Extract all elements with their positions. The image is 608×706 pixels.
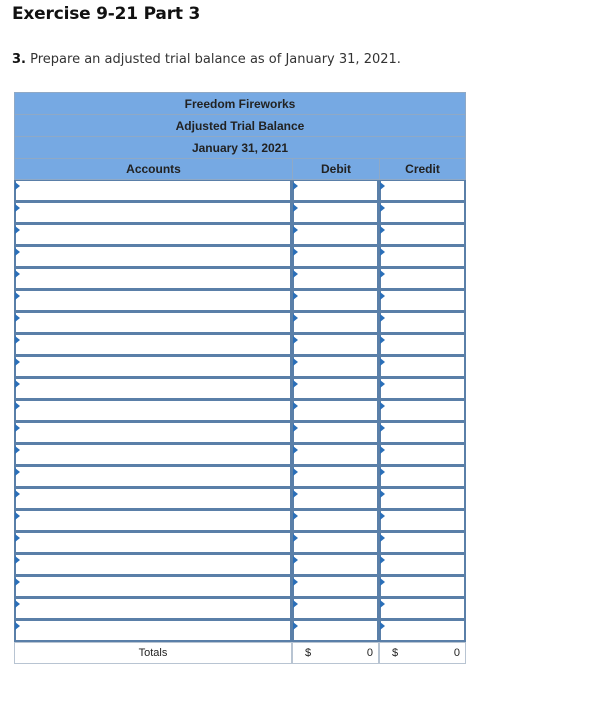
dropdown-marker-icon (15, 446, 20, 454)
table-row (14, 312, 466, 334)
dropdown-marker-icon (293, 204, 298, 212)
debit-cell (292, 334, 379, 356)
dropdown-marker-icon (380, 556, 385, 564)
credit-input[interactable] (381, 577, 464, 596)
account-cell (14, 180, 292, 202)
dropdown-marker-icon (293, 578, 298, 586)
credit-cell (379, 224, 466, 246)
account-input[interactable] (16, 511, 290, 530)
dropdown-marker-icon (293, 512, 298, 520)
trial-balance-sheet (14, 92, 466, 664)
debit-cell (292, 246, 379, 268)
dropdown-marker-icon (293, 402, 298, 410)
dropdown-marker-icon (380, 490, 385, 498)
credit-cell (379, 246, 466, 268)
dropdown-marker-icon (293, 226, 298, 234)
debit-input[interactable] (294, 269, 377, 288)
company-name: Freedom Fireworks (14, 92, 466, 114)
debit-input[interactable] (294, 445, 377, 464)
dropdown-marker-icon (293, 534, 298, 542)
table-row (14, 400, 466, 422)
credit-cell (379, 444, 466, 466)
debit-cell (292, 400, 379, 422)
account-cell (14, 554, 292, 576)
dropdown-marker-icon (293, 600, 298, 608)
dropdown-marker-icon (380, 534, 385, 542)
dropdown-marker-icon (15, 424, 20, 432)
debit-input[interactable] (294, 357, 377, 376)
table-row (14, 268, 466, 290)
account-cell (14, 356, 292, 378)
dropdown-marker-icon (293, 358, 298, 366)
debit-cell (292, 422, 379, 444)
credit-cell (379, 312, 466, 334)
dropdown-marker-icon (380, 424, 385, 432)
table-row (14, 554, 466, 576)
dropdown-marker-icon (15, 292, 20, 300)
credit-input[interactable] (381, 181, 464, 200)
table-row (14, 180, 466, 202)
dropdown-marker-icon (380, 380, 385, 388)
dropdown-marker-icon (15, 490, 20, 498)
table-row (14, 532, 466, 554)
debit-cell (292, 180, 379, 202)
debit-cell (292, 202, 379, 224)
entry-rows (14, 180, 466, 642)
account-input[interactable] (16, 181, 290, 200)
credit-cell (379, 180, 466, 202)
credit-cell (379, 488, 466, 510)
exercise-title: Exercise 9-21 Part 3 (12, 4, 201, 24)
account-input[interactable] (16, 291, 290, 310)
account-input[interactable] (16, 577, 290, 596)
debit-input[interactable] (294, 379, 377, 398)
dropdown-marker-icon (380, 600, 385, 608)
credit-input[interactable] (381, 269, 464, 288)
credit-cell (379, 576, 466, 598)
dropdown-marker-icon (293, 248, 298, 256)
totals-row (14, 642, 466, 664)
table-row (14, 444, 466, 466)
debit-cell (292, 620, 379, 642)
dropdown-marker-icon (380, 270, 385, 278)
account-input[interactable] (16, 313, 290, 332)
dropdown-marker-icon (15, 402, 20, 410)
credit-input[interactable] (381, 203, 464, 222)
debit-input[interactable] (294, 533, 377, 552)
debit-cell (292, 444, 379, 466)
account-input[interactable] (16, 467, 290, 486)
credit-input[interactable] (381, 247, 464, 266)
dropdown-marker-icon (380, 226, 385, 234)
dropdown-marker-icon (380, 182, 385, 190)
account-cell (14, 202, 292, 224)
credit-total-value: 0 (453, 647, 460, 659)
dropdown-marker-icon (15, 336, 20, 344)
dropdown-marker-icon (15, 578, 20, 586)
debit-cell (292, 466, 379, 488)
account-input[interactable] (16, 423, 290, 442)
table-row (14, 224, 466, 246)
dropdown-marker-icon (380, 402, 385, 410)
debit-cell (292, 356, 379, 378)
table-row (14, 466, 466, 488)
credit-input[interactable] (381, 489, 464, 508)
table-row (14, 510, 466, 532)
credit-cell (379, 598, 466, 620)
dropdown-marker-icon (15, 182, 20, 190)
debit-input[interactable] (294, 555, 377, 574)
debit-input[interactable] (294, 467, 377, 486)
debit-input[interactable] (294, 313, 377, 332)
credit-cell (379, 554, 466, 576)
debit-cell (292, 510, 379, 532)
account-input[interactable] (16, 555, 290, 574)
dropdown-marker-icon (293, 446, 298, 454)
dropdown-marker-icon (293, 292, 298, 300)
debit-input[interactable] (294, 489, 377, 508)
debit-cell (292, 488, 379, 510)
credit-input[interactable] (381, 533, 464, 552)
account-cell (14, 532, 292, 554)
dropdown-marker-icon (15, 534, 20, 542)
account-input[interactable] (16, 269, 290, 288)
account-cell (14, 422, 292, 444)
dropdown-marker-icon (293, 270, 298, 278)
instruction (12, 52, 401, 67)
debit-cell (292, 378, 379, 400)
credit-input[interactable] (381, 511, 464, 530)
debit-input[interactable] (294, 225, 377, 244)
debit-input[interactable] (294, 181, 377, 200)
account-input[interactable] (16, 599, 290, 618)
account-cell (14, 290, 292, 312)
debit-cell (292, 312, 379, 334)
account-input[interactable] (16, 357, 290, 376)
debit-input[interactable] (294, 599, 377, 618)
statement-date: January 31, 2021 (14, 136, 466, 158)
debit-input[interactable] (294, 511, 377, 530)
credit-input[interactable] (381, 621, 464, 640)
dropdown-marker-icon (293, 556, 298, 564)
credit-input[interactable] (381, 401, 464, 420)
debit-input[interactable] (294, 247, 377, 266)
credit-input[interactable] (381, 467, 464, 486)
dropdown-marker-icon (380, 336, 385, 344)
credit-input[interactable] (381, 225, 464, 244)
debit-input[interactable] (294, 291, 377, 310)
dropdown-marker-icon (293, 622, 298, 630)
dropdown-marker-icon (380, 292, 385, 300)
account-input[interactable] (16, 401, 290, 420)
table-row (14, 202, 466, 224)
dropdown-marker-icon (380, 446, 385, 454)
account-input[interactable] (16, 621, 290, 640)
debit-input[interactable] (294, 335, 377, 354)
dropdown-marker-icon (380, 204, 385, 212)
account-input[interactable] (16, 247, 290, 266)
credit-total (379, 642, 466, 664)
dropdown-marker-icon (380, 578, 385, 586)
dropdown-marker-icon (15, 204, 20, 212)
dropdown-marker-icon (15, 226, 20, 234)
debit-cell (292, 554, 379, 576)
credit-cell (379, 202, 466, 224)
dropdown-marker-icon (380, 622, 385, 630)
dropdown-marker-icon (380, 314, 385, 322)
credit-cell (379, 378, 466, 400)
debit-cell (292, 290, 379, 312)
column-headers (14, 158, 466, 180)
credit-input[interactable] (381, 313, 464, 332)
dropdown-marker-icon (15, 556, 20, 564)
credit-cell (379, 356, 466, 378)
account-cell (14, 620, 292, 642)
credit-input[interactable] (381, 555, 464, 574)
credit-cell (379, 268, 466, 290)
dropdown-marker-icon (293, 182, 298, 190)
credit-total-currency: $ (392, 647, 399, 659)
statement-name: Adjusted Trial Balance (14, 114, 466, 136)
instruction-text: Prepare an adjusted trial balance as of January 31, 2021. (30, 52, 401, 67)
totals-label: Totals (14, 642, 292, 664)
dropdown-marker-icon (15, 468, 20, 476)
account-cell (14, 576, 292, 598)
table-row (14, 488, 466, 510)
table-row (14, 576, 466, 598)
account-cell (14, 598, 292, 620)
debit-input[interactable] (294, 203, 377, 222)
table-row (14, 620, 466, 642)
dropdown-marker-icon (15, 512, 20, 520)
account-cell (14, 224, 292, 246)
credit-column-header: Credit (405, 162, 440, 176)
account-input[interactable] (16, 533, 290, 552)
table-row (14, 290, 466, 312)
debit-total-currency: $ (305, 647, 312, 659)
dropdown-marker-icon (15, 270, 20, 278)
credit-cell (379, 620, 466, 642)
dropdown-marker-icon (15, 358, 20, 366)
accounts-column-header: Accounts (15, 159, 293, 179)
debit-input[interactable] (294, 401, 377, 420)
account-cell (14, 466, 292, 488)
table-row (14, 356, 466, 378)
credit-input[interactable] (381, 335, 464, 354)
dropdown-marker-icon (293, 380, 298, 388)
table-row (14, 422, 466, 444)
table-row (14, 246, 466, 268)
credit-input[interactable] (381, 445, 464, 464)
account-cell (14, 400, 292, 422)
account-cell (14, 246, 292, 268)
account-input[interactable] (16, 225, 290, 244)
debit-cell (292, 598, 379, 620)
credit-cell (379, 466, 466, 488)
account-cell (14, 510, 292, 532)
dropdown-marker-icon (15, 622, 20, 630)
credit-input[interactable] (381, 423, 464, 442)
table-row (14, 334, 466, 356)
account-cell (14, 488, 292, 510)
credit-cell (379, 532, 466, 554)
debit-cell (292, 532, 379, 554)
dropdown-marker-icon (380, 248, 385, 256)
dropdown-marker-icon (15, 600, 20, 608)
dropdown-marker-icon (15, 314, 20, 322)
account-cell (14, 378, 292, 400)
account-input[interactable] (16, 335, 290, 354)
account-cell (14, 312, 292, 334)
dropdown-marker-icon (293, 468, 298, 476)
debit-total-value: 0 (366, 647, 373, 659)
dropdown-marker-icon (380, 512, 385, 520)
credit-input[interactable] (381, 599, 464, 618)
debit-cell (292, 268, 379, 290)
credit-cell (379, 510, 466, 532)
account-input[interactable] (16, 445, 290, 464)
credit-cell (379, 400, 466, 422)
account-input[interactable] (16, 203, 290, 222)
debit-input[interactable] (294, 577, 377, 596)
dropdown-marker-icon (293, 314, 298, 322)
dropdown-marker-icon (380, 468, 385, 476)
dropdown-marker-icon (15, 380, 20, 388)
table-row (14, 598, 466, 620)
dropdown-marker-icon (293, 336, 298, 344)
debit-input[interactable] (294, 621, 377, 640)
debit-column-header: Debit (293, 159, 380, 179)
account-input[interactable] (16, 379, 290, 398)
credit-input[interactable] (381, 291, 464, 310)
credit-cell (379, 422, 466, 444)
debit-total (292, 642, 379, 664)
credit-input[interactable] (381, 379, 464, 398)
credit-cell (379, 290, 466, 312)
dropdown-marker-icon (15, 248, 20, 256)
dropdown-marker-icon (293, 490, 298, 498)
dropdown-marker-icon (293, 424, 298, 432)
credit-input[interactable] (381, 357, 464, 376)
account-cell (14, 268, 292, 290)
debit-cell (292, 576, 379, 598)
instruction-number: 3. (12, 52, 26, 67)
account-cell (14, 334, 292, 356)
debit-cell (292, 224, 379, 246)
account-cell (14, 444, 292, 466)
account-input[interactable] (16, 489, 290, 508)
table-row (14, 378, 466, 400)
debit-input[interactable] (294, 423, 377, 442)
credit-cell (379, 334, 466, 356)
dropdown-marker-icon (380, 358, 385, 366)
